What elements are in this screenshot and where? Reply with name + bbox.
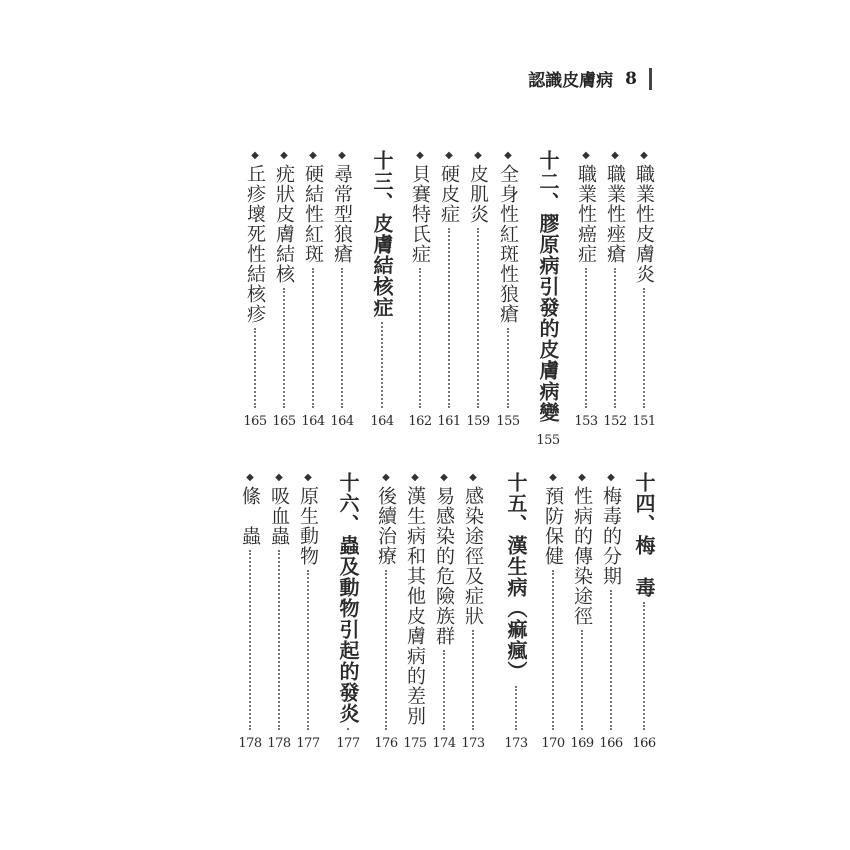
toc-entry-page: 177	[296, 736, 320, 751]
toc-chapter-entry	[337, 472, 359, 752]
toc-entry	[297, 472, 319, 752]
toc-entry-page: 164	[301, 414, 325, 429]
toc-entry-title: 職業性皮膚炎	[633, 164, 655, 284]
toc-entry	[302, 150, 324, 430]
dot-leader	[278, 550, 280, 730]
toc-entry	[438, 150, 460, 430]
diamond-bullet-icon: ◆	[304, 472, 312, 483]
toc-entry-title: 預防保健	[542, 486, 564, 566]
toc-entry-title: 梅毒的分期	[600, 486, 622, 586]
toc-entry-title: 漢生病和其他皮膚病的差別	[404, 486, 426, 726]
toc-entry	[244, 150, 266, 430]
toc-entry-title: 職業性痤瘡	[604, 164, 626, 264]
toc-entry-title: 十六、蟲及動物引起的發炎	[336, 472, 360, 724]
toc-entry-title: 硬結性紅斑	[302, 164, 324, 264]
diamond-bullet-icon: ◆	[582, 150, 590, 161]
dot-leader	[581, 630, 583, 730]
toc-entry	[268, 472, 290, 752]
toc-entry-title: 十五、漢生病（痲瘋）	[504, 472, 528, 682]
running-header	[528, 66, 652, 91]
toc-entry-page: 169	[570, 736, 594, 751]
diamond-bullet-icon: ◆	[469, 472, 477, 483]
dot-leader	[385, 570, 387, 730]
diamond-bullet-icon: ◆	[382, 472, 390, 483]
toc-entry	[239, 472, 261, 752]
toc-entry-page: 155	[496, 414, 520, 429]
toc-entry-page: 165	[272, 414, 296, 429]
diamond-bullet-icon: ◆	[578, 472, 586, 483]
toc-entry-page: 162	[408, 414, 432, 429]
diamond-bullet-icon: ◆	[246, 472, 254, 483]
toc-chapter-entry	[633, 472, 655, 752]
toc-entry-title: 十二、膠原病引發的皮膚病變	[536, 150, 560, 423]
toc-entry-page: 174	[432, 736, 456, 751]
toc-entry	[542, 472, 564, 752]
toc-entry-page: 153	[574, 414, 598, 429]
toc-entry-title: 丘疹壞死性結核疹	[244, 164, 266, 324]
dot-leader	[552, 570, 554, 730]
diamond-bullet-icon: ◆	[440, 472, 448, 483]
toc-entry	[604, 150, 626, 430]
toc-entry-title: 後續治療	[375, 486, 397, 566]
toc-entry-page: 173	[504, 736, 528, 751]
toc-entry-page: 178	[267, 736, 291, 751]
dot-leader	[643, 602, 645, 730]
toc-chapter-entry	[505, 472, 527, 752]
toc-entry-page: 164	[330, 414, 354, 429]
toc-chapter-entry	[536, 150, 560, 448]
toc-entry-page: 155	[536, 433, 560, 448]
dot-leader	[347, 728, 349, 730]
dot-leader	[307, 570, 309, 730]
header-rule	[649, 68, 652, 90]
toc-entry-page: 151	[632, 414, 656, 429]
toc-entry-title: 十四、梅 毒	[632, 472, 656, 598]
diamond-bullet-icon: ◆	[607, 472, 615, 483]
toc-entry	[575, 150, 597, 430]
toc-entry-page: 175	[403, 736, 427, 751]
toc-entry-title: 易感染的危險族群	[433, 486, 455, 646]
diamond-bullet-icon: ◆	[474, 150, 482, 161]
toc-entry-page: 164	[370, 414, 394, 429]
dot-leader	[614, 268, 616, 408]
toc-entry-title: 吸血蟲	[268, 486, 290, 546]
toc-chapter-entry	[371, 150, 393, 430]
toc-entry-page: 166	[632, 736, 656, 751]
toc-entry-title: 十三、皮膚結核症	[370, 150, 394, 318]
toc-entry-page: 166	[599, 736, 623, 751]
diamond-bullet-icon: ◆	[445, 150, 453, 161]
toc-entry-title: 疣狀皮膚結核	[273, 164, 295, 284]
toc-entry	[600, 472, 622, 752]
diamond-bullet-icon: ◆	[280, 150, 288, 161]
toc-entry-page: 159	[466, 414, 490, 429]
dot-leader	[448, 228, 450, 408]
dot-leader	[443, 650, 445, 730]
toc-entry-title: 尋常型狼瘡	[331, 164, 353, 264]
dot-leader	[381, 322, 383, 408]
toc-entry	[633, 150, 655, 430]
toc-entry-page: 178	[238, 736, 262, 751]
toc-entry-title: 原生動物	[297, 486, 319, 566]
diamond-bullet-icon: ◆	[640, 150, 648, 161]
toc-entry-title: 全身性紅斑性狼瘡	[497, 164, 519, 324]
diamond-bullet-icon: ◆	[416, 150, 424, 161]
toc-entry	[331, 150, 353, 430]
toc-entry	[467, 150, 489, 430]
toc-entry	[497, 150, 519, 430]
toc-entry	[409, 150, 431, 430]
toc-entry-title: 硬皮症	[438, 164, 460, 224]
toc-entry	[375, 472, 397, 752]
toc-entry-page: 165	[243, 414, 267, 429]
page-number: 8	[625, 68, 637, 89]
toc-entry-title: 性病的傳染途徑	[571, 486, 593, 626]
dot-leader	[254, 328, 256, 408]
diamond-bullet-icon: ◆	[611, 150, 619, 161]
dot-leader	[472, 630, 474, 730]
dot-leader	[477, 228, 479, 408]
toc-entry-title: 絛 蟲	[239, 486, 261, 546]
toc-entry	[404, 472, 426, 752]
diamond-bullet-icon: ◆	[504, 150, 512, 161]
diamond-bullet-icon: ◆	[338, 150, 346, 161]
dot-leader	[610, 590, 612, 730]
toc-entry	[462, 472, 484, 752]
toc-entry	[571, 472, 593, 752]
toc-entry-title: 皮肌炎	[467, 164, 489, 224]
toc-entry-title: 貝賽特氏症	[409, 164, 431, 264]
diamond-bullet-icon: ◆	[549, 472, 557, 483]
toc-entry-page: 152	[603, 414, 627, 429]
diamond-bullet-icon: ◆	[251, 150, 259, 161]
dot-leader	[643, 288, 645, 408]
dot-leader	[312, 268, 314, 408]
diamond-bullet-icon: ◆	[411, 472, 419, 483]
dot-leader	[507, 328, 509, 408]
dot-leader	[341, 268, 343, 408]
dot-leader	[249, 550, 251, 730]
toc-entry-page: 173	[461, 736, 485, 751]
toc-entry	[273, 150, 295, 430]
toc-entry-page: 176	[374, 736, 398, 751]
dot-leader	[515, 686, 517, 730]
toc-entry-page: 170	[541, 736, 565, 751]
diamond-bullet-icon: ◆	[275, 472, 283, 483]
toc-entry-title: 職業性癌症	[575, 164, 597, 264]
dot-leader	[283, 288, 285, 408]
book-title: 認識皮膚病	[528, 71, 614, 91]
toc-entry-page: 161	[437, 414, 461, 429]
toc-entry-page: 177	[336, 736, 360, 751]
toc-entry-title: 感染途徑及症狀	[462, 486, 484, 626]
toc-entry	[433, 472, 455, 752]
dot-leader	[585, 268, 587, 408]
dot-leader	[419, 268, 421, 408]
diamond-bullet-icon: ◆	[309, 150, 317, 161]
